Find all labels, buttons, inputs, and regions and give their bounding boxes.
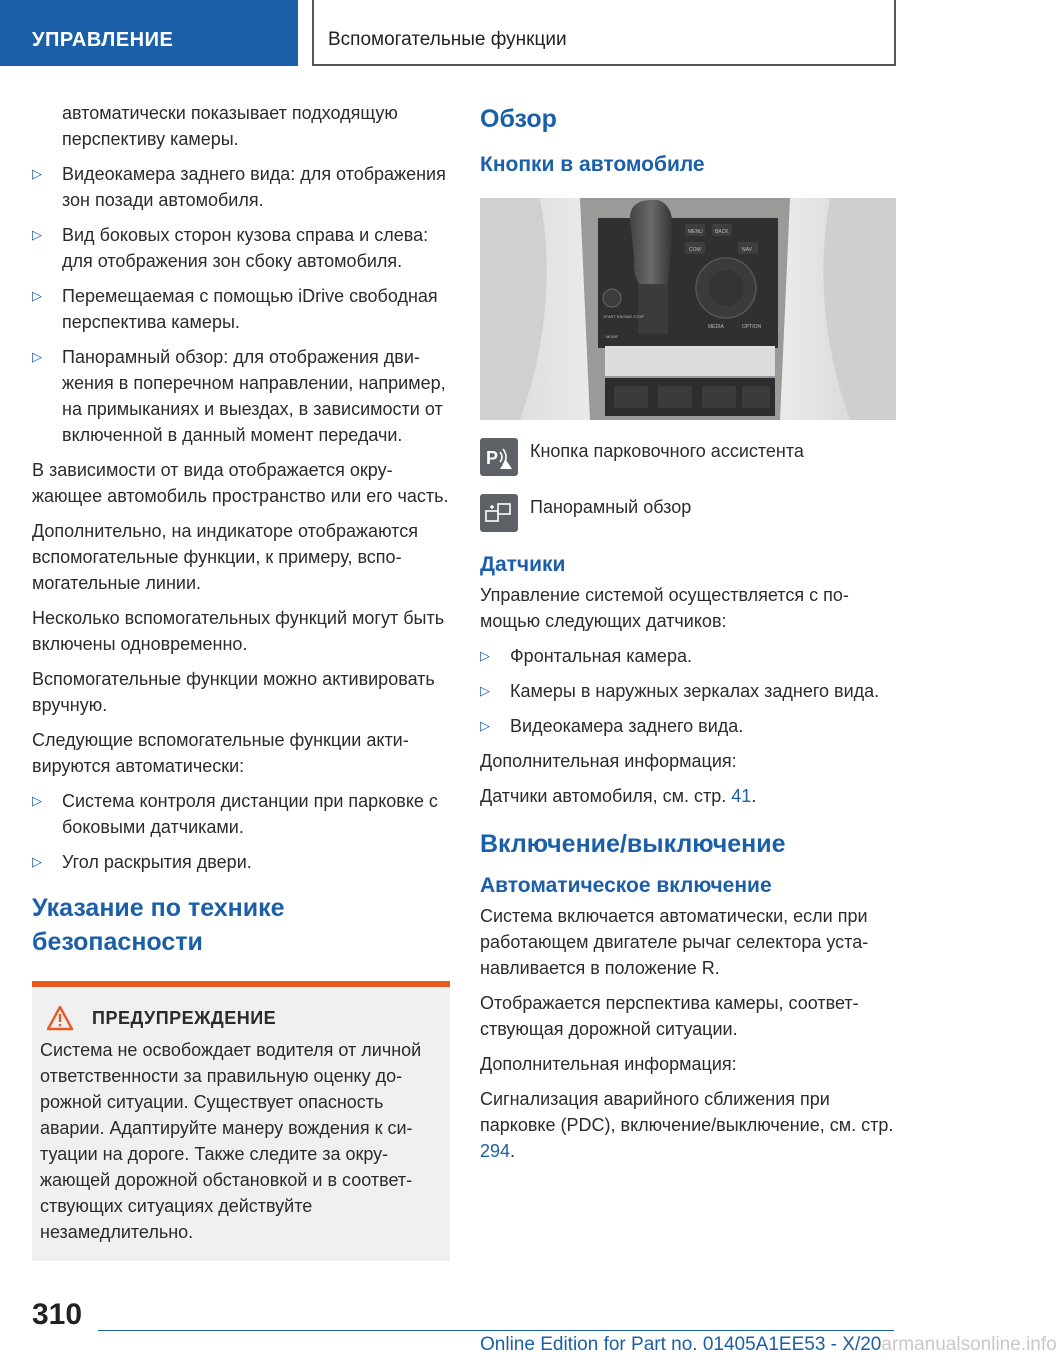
warning-header <box>40 1005 440 1031</box>
page-header <box>0 0 960 66</box>
triangle-bullet-icon: ▷ <box>32 166 42 181</box>
pdc-reference: Сигнализация аварийного сближения при парковке (PDC), включение/выключение, см. стр. 294. <box>480 1089 894 1161</box>
start-button-label: START ENGINE STOP <box>603 314 645 319</box>
triangle-bullet-icon: ▷ <box>32 227 42 242</box>
list-item: ▷ Панорамный обзор: для отображения движения в поперечном направлении, например, на примыканиях и выездах, в зависимости от включенной в данный момент передачи. <box>32 344 450 448</box>
warning-triangle-icon <box>46 1005 74 1031</box>
paragraph: Дополнительно, на индикаторе отображаются вспомогательные функции, к примеру, вспомогательные линии. <box>32 521 418 593</box>
back-button-label: BACK <box>715 229 729 235</box>
parking-assistant-icon <box>480 438 518 476</box>
parking-assistant-label: Кнопка парковочного ассистента <box>530 441 804 461</box>
triangle-bullet-icon: ▷ <box>32 349 42 364</box>
media-button-label: MEDIA <box>708 324 724 330</box>
triangle-bullet-icon: ▷ <box>32 793 42 808</box>
parking-assistant-key-row <box>480 438 898 476</box>
panorama-key-row <box>480 494 898 532</box>
sensors-reference: Датчики автомобиля, см. стр. 41. <box>480 786 757 806</box>
paragraph: Вспомогательные функции можно активировать вручную. <box>32 669 435 715</box>
list-item: ▷ Угол раскрытия двери. <box>32 849 450 875</box>
camera-views-list <box>32 161 450 448</box>
page-link[interactable]: 41 <box>731 786 752 806</box>
onoff-heading: Включение/выключение <box>480 830 786 858</box>
com-button-label: COM <box>689 247 701 253</box>
chapter-title: Вспомогательные функции <box>312 0 896 66</box>
list-item: ▷ Видеокамера заднего вида. <box>480 713 898 739</box>
sensors-list <box>480 643 898 739</box>
triangle-bullet-icon: ▷ <box>32 854 42 869</box>
nav-button-label: NAV <box>742 247 752 253</box>
paragraph: Управление системой осуществляется с помощью следующих датчиков: <box>480 585 849 631</box>
paragraph: Дополнительная информация: <box>480 751 737 771</box>
intro-continuation: автоматически показывает подходящую перспективу камеры. <box>62 103 398 149</box>
list-item: ▷ Система контроля дистанции при парковке с боковыми датчиками. <box>32 788 450 840</box>
sensors-heading: Датчики <box>480 553 566 576</box>
warning-title: ПРЕДУПРЕЖДЕНИЕ <box>92 1008 277 1028</box>
warning-text: Система не освобождает водителя от личной ответственности за правильную оценку дорожной ситуации. Существует опасность аварии. Адаптируйте манеру вождения к ситуации на дороге. Также следите за окружающей дорожной обстановкой и в соответствующих ситуациях действуйте незамедлительно. <box>40 1040 422 1242</box>
auto-functions-list <box>32 788 450 875</box>
triangle-bullet-icon: ▷ <box>480 718 490 733</box>
list-item: ▷ Видеокамера заднего вида: для отображения зон позади автомобиля. <box>32 161 450 213</box>
page-number: 310 <box>32 1298 83 1331</box>
paragraph: Система включается автоматически, если при работающем двигателе рычаг селектора устанавливается в положение R. <box>480 906 869 978</box>
svg-text:P: P <box>486 448 499 468</box>
center-console-photo <box>480 198 896 420</box>
triangle-bullet-icon: ▷ <box>480 683 490 698</box>
left-column <box>32 100 450 1261</box>
page-link[interactable]: 294 <box>480 1141 511 1161</box>
list-item: ▷ Камеры в наружных зеркалах заднего вида. <box>480 678 898 704</box>
buttons-heading: Кнопки в автомобиле <box>480 153 705 176</box>
paragraph: В зависимости от вида отображается окружающее автомобиль пространство или его часть. <box>32 460 449 506</box>
list-item: ▷ Вид боковых сторон кузова справа и слева: для отображения зон сбоку автомобиля. <box>32 222 450 274</box>
watermark: armanualsonline.info <box>881 1334 1057 1355</box>
section-tab: УПРАВЛЕНИЕ <box>0 0 298 66</box>
option-button-label: OPTION <box>742 324 762 330</box>
menu-button-label: MENU <box>688 229 703 235</box>
footer-divider <box>98 1330 894 1331</box>
paragraph: Несколько вспомогательных функций могут быть включены одновременно. <box>32 608 445 654</box>
triangle-bullet-icon: ▷ <box>480 648 490 663</box>
safety-heading: Указание по технике безопасности <box>32 894 285 956</box>
overview-heading: Обзор <box>480 105 557 133</box>
warning-box <box>32 981 450 1261</box>
auto-heading: Автоматическое включение <box>480 874 772 897</box>
right-column <box>480 100 898 1173</box>
paragraph: Следующие вспомогательные функции активируются автоматически: <box>32 730 409 776</box>
panorama-label: Панорамный обзор <box>530 497 692 517</box>
panorama-view-icon <box>480 494 518 532</box>
footer-edition: Online Edition for Part no. 01405A1EE53 - X/20armanualsonline.info <box>480 1334 1057 1355</box>
mode-button-label: MODE <box>606 334 618 339</box>
list-item: ▷ Фронтальная камера. <box>480 643 898 669</box>
paragraph: Дополнительная информация: <box>480 1054 737 1074</box>
paragraph: Отображается перспектива камеры, соответствующая дорожной ситуации. <box>480 993 859 1039</box>
list-item: ▷ Перемещаемая с помощью iDrive свободная перспектива камеры. <box>32 283 450 335</box>
triangle-bullet-icon: ▷ <box>32 288 42 303</box>
